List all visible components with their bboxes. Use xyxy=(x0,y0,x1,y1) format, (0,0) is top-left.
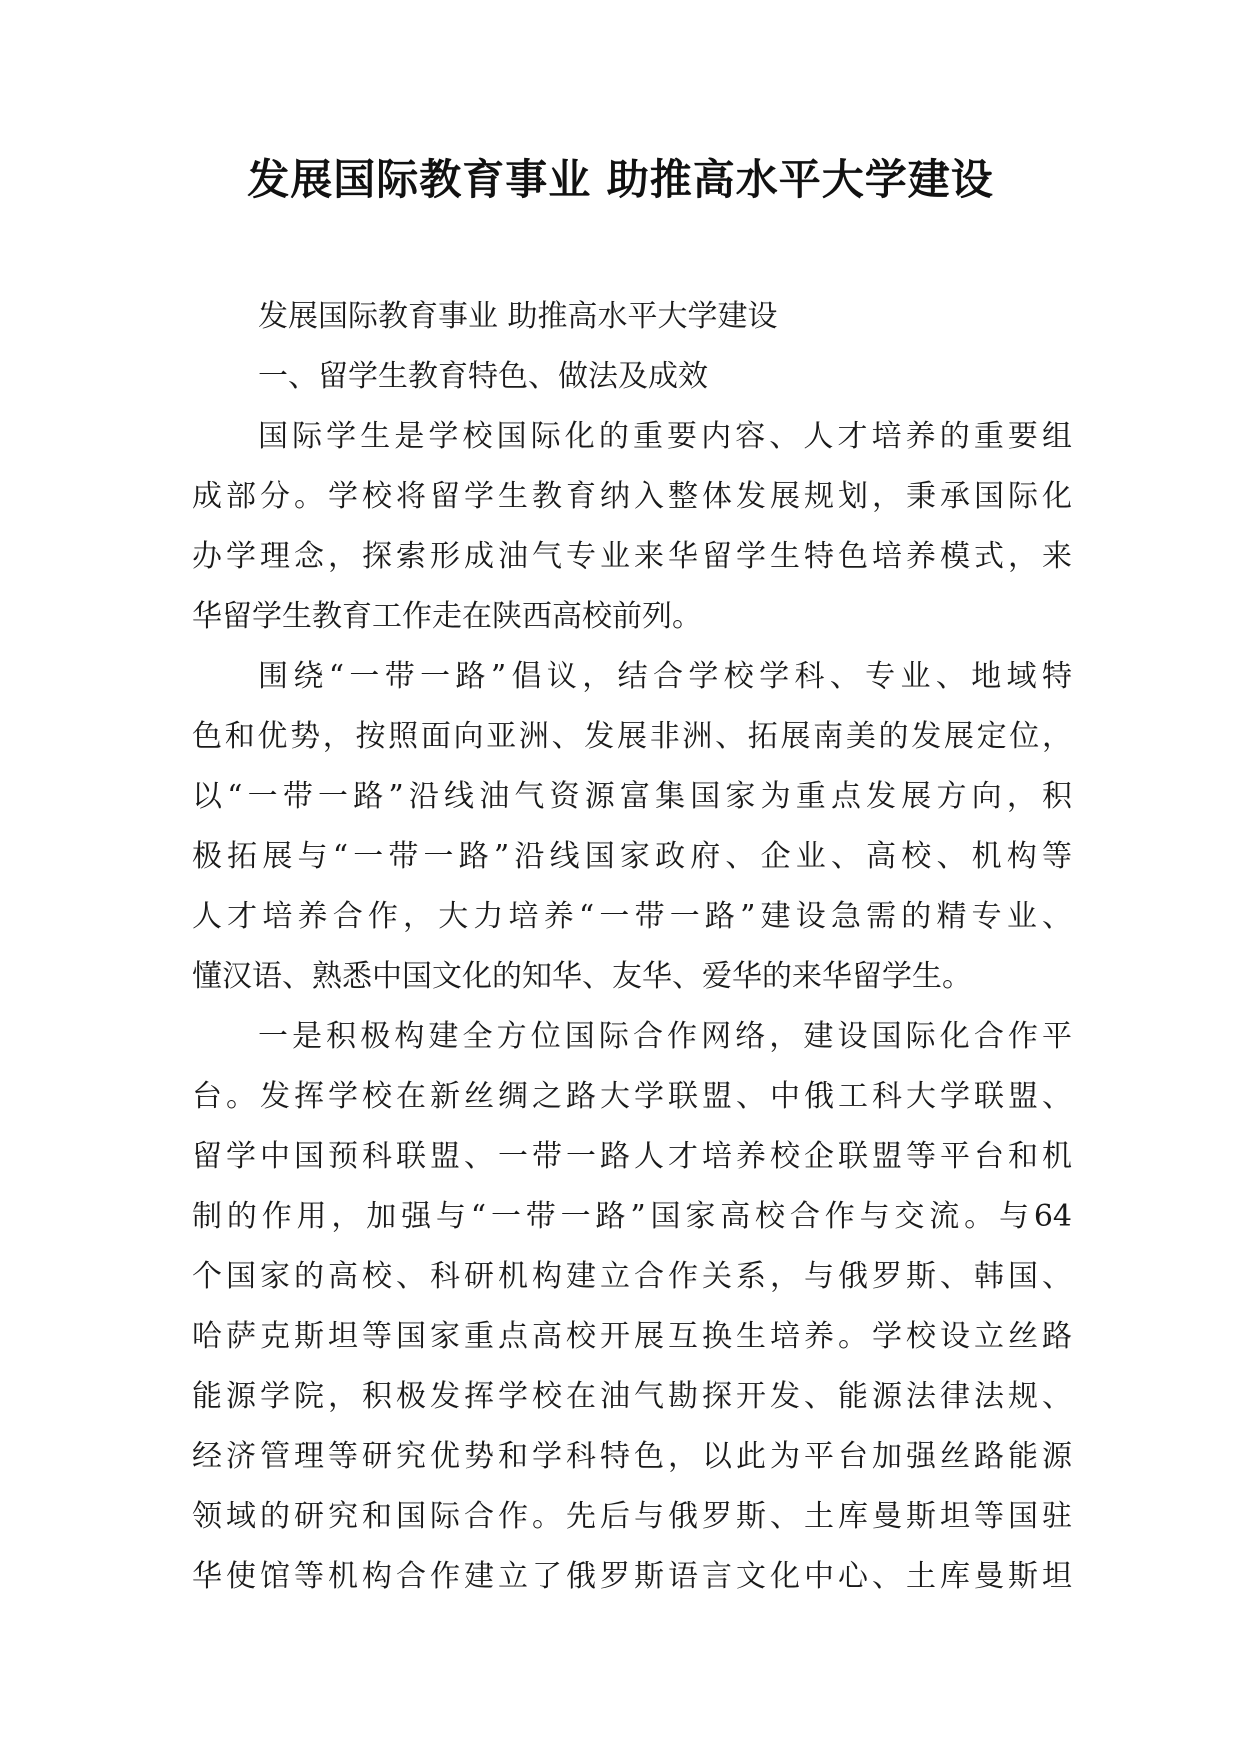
text-line: 成部分。学校将留学生教育纳入整体发展规划，秉承国际化 xyxy=(192,479,1072,514)
text-line: 制的作用，加强与“一带一路”国家高校合作与交流。与64 xyxy=(192,1199,1072,1234)
text-line: 国际学生是学校国际化的重要内容、人才培养的重要组 xyxy=(258,419,1072,454)
text-line: 发展国际教育事业 助推高水平大学建设 xyxy=(258,299,778,334)
text-line: 华使馆等机构合作建立了俄罗斯语言文化中心、土库曼斯坦 xyxy=(192,1559,1072,1594)
text-line: 哈萨克斯坦等国家重点高校开展互换生培养。学校设立丝路 xyxy=(192,1319,1072,1354)
text-line: 极拓展与“一带一路”沿线国家政府、企业、高校、机构等 xyxy=(192,839,1072,874)
text-line: 办学理念，探索形成油气专业来华留学生特色培养模式，来 xyxy=(192,539,1072,574)
text-line: 个国家的高校、科研机构建立合作关系，与俄罗斯、韩国、 xyxy=(192,1259,1072,1294)
text-line: 围绕“一带一路”倡议，结合学校学科、专业、地域特 xyxy=(258,659,1072,694)
text-line: 以“一带一路”沿线油气资源富集国家为重点发展方向，积 xyxy=(192,779,1072,814)
text-line: 一是积极构建全方位国际合作网络，建设国际化合作平 xyxy=(258,1019,1072,1054)
text-line: 色和优势，按照面向亚洲、发展非洲、拓展南美的发展定位， xyxy=(192,719,1072,754)
text-line: 懂汉语、熟悉中国文化的知华、友华、爱华的来华留学生。 xyxy=(192,959,972,994)
text-line: 留学中国预科联盟、一带一路人才培养校企联盟等平台和机 xyxy=(192,1139,1072,1174)
text-line: 能源学院，积极发挥学校在油气勘探开发、能源法律法规、 xyxy=(192,1379,1072,1414)
document-title: 发展国际教育事业 助推高水平大学建设 xyxy=(247,155,994,204)
document-body xyxy=(192,287,1072,1607)
text-line: 台。发挥学校在新丝绸之路大学联盟、中俄工科大学联盟、 xyxy=(192,1079,1072,1114)
text-line: 领域的研究和国际合作。先后与俄罗斯、土库曼斯坦等国驻 xyxy=(192,1499,1072,1534)
text-line: 一、留学生教育特色、做法及成效 xyxy=(258,359,708,394)
text-line: 华留学生教育工作走在陕西高校前列。 xyxy=(192,599,702,634)
text-line: 经济管理等研究优势和学科特色，以此为平台加强丝路能源 xyxy=(192,1439,1072,1474)
text-line: 人才培养合作，大力培养“一带一路”建设急需的精专业、 xyxy=(192,899,1072,934)
